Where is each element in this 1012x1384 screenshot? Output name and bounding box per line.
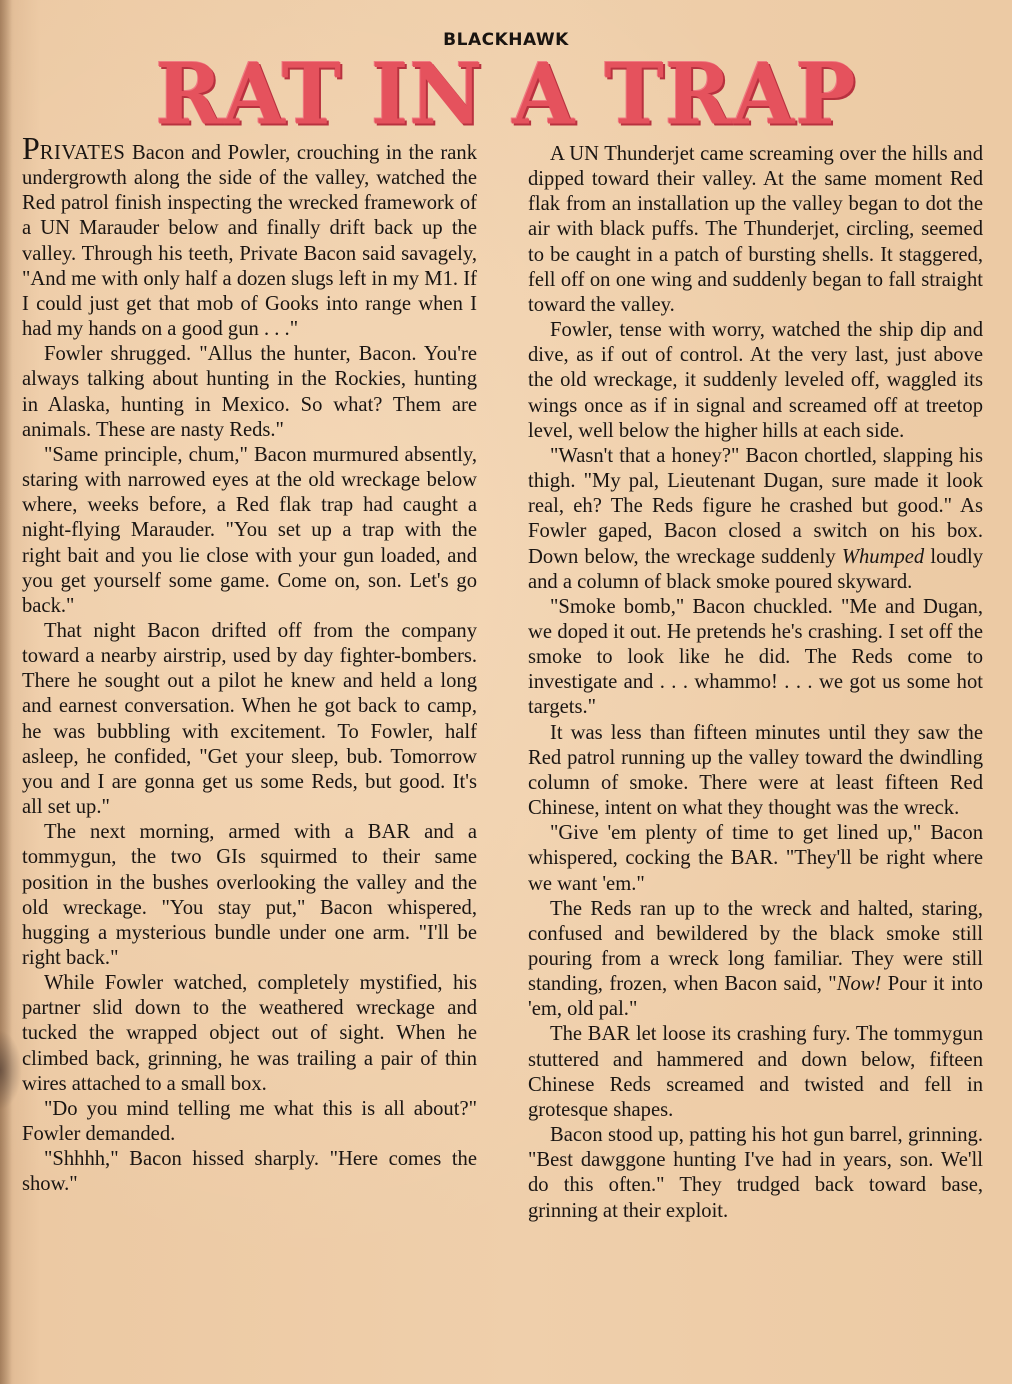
paragraph: "Give 'em plenty of time to get lined up," Bacon whispered, cocking the BAR. "They'll be right where we want 'em." — [528, 822, 983, 895]
paragraph-text-after: loudly and a column of black smoke poured skyward. — [528, 545, 984, 593]
left-column — [22, 130, 477, 1198]
paragraph: "Do you mind telling me what this is all about?" Fowler demanded. — [22, 1097, 477, 1146]
paragraph: The next morning, armed with a BAR and a tommygun, the two GIs squirmed to their same position in the bushes overlooking the valley and the old wreckage. "You stay put," Bacon whispered, hugging a mysterious bundle under one arm. "I'll be right back." — [22, 821, 477, 969]
emphasis-text: Whumped — [841, 545, 925, 568]
story-title: RAT IN A TRAP — [155, 44, 857, 144]
paragraph: "Shhhh," Bacon hissed sharply. "Here comes the show." — [22, 1148, 477, 1196]
paragraph: A UN Thunderjet came screaming over the hills and dipped toward their valley. At the same moment Red flak from an installation up the valley began to dot the air with black puffs. The Thunderjet, circling, seemed to be caught in a patch of bursting shells. It staggered, fell off on one wing and suddenly began to fall straight toward the valley. — [528, 143, 983, 316]
opening-word: RIVATES — [39, 142, 126, 164]
paragraph: "Same principle, chum," Bacon murmured absently, staring with narrowed eyes at the old wreckage below where, weeks before, a Red flak trap had caught a night-flying Marauder. "You set up a trap with the right bait and you lie close with your gun loaded, and you get yourself some game. Come on, son. Let's go back." — [22, 443, 477, 617]
right-column — [528, 142, 983, 1224]
paragraph: Fowler shrugged. "Allus the hunter, Bacon. You're always talking about hunting in the Rockies, hunting in Alaska, hunting in Mexico. So what? Them are animals. These are nasty Reds." — [22, 343, 477, 441]
paragraph — [528, 444, 983, 595]
paragraph: That night Bacon drifted off from the company toward a nearby airstrip, used by day fighter-bombers. There he sought out a pilot he knew and held a long and earnest conversation. When he got back to camp, he was bubbling with excitement. To Fowler, half asleep, he confided, "Get your sleep, bub. Tomorrow you and I are gonna get us some Reds, but good. It's all set up." — [22, 619, 477, 819]
paragraph — [22, 130, 477, 342]
paragraph — [528, 897, 983, 1023]
drop-cap: P — [22, 130, 40, 166]
paragraph: Bacon stood up, patting his hot gun barrel, grinning. "Best dawggone hunting I've had in years, son. We'll do this often." They trudged back toward base, grinning at their exploit. — [528, 1124, 983, 1222]
paragraph-text-after: Pour it into 'em, old pal." — [528, 973, 983, 1021]
paragraph-text: "Wasn't that a honey?" Bacon chortled, slapping his thigh. "My pal, Lieutenant Dugan, sure made it look real, eh? The Reds figure he crashed but good." As Fowler gaped, Bacon closed a switch on his box. Down below, the wreckage suddenly — [528, 444, 983, 568]
paragraph-text: Bacon and Powler, crouching in the rank undergrowth along the side of the valley, watched the Red patrol finish inspecting the wrecked framework of a UN Marauder below and finally drift back up the valley. Through his teeth, Private Bacon said savagely, "And me with only half a dozen slugs left in my M1. If I could just get that mob of Gooks into range when I had my hands on a good gun . . ." — [22, 142, 477, 341]
paragraph: While Fowler watched, completely mystified, his partner slid down to the weathered wreckage and tucked the wrapped object out of sight. When he climbed back, grinning, he was trailing a pair of thin wires attached to a small box. — [22, 972, 477, 1095]
emphasis-text: Now! — [836, 973, 882, 996]
paragraph: It was less than fifteen minutes until they saw the Red patrol running up the valley toward the dwindling column of smoke. There were at least fifteen Red Chinese, intent on what they thought was the wreck. — [528, 721, 983, 820]
paragraph: Fowler, tense with worry, watched the ship dip and dive, as if out of control. At the very last, just above the old wreckage, it suddenly leveled off, waggled its wings once as if in signal and screamed off at treetop level, well below the higher hills at each side. — [528, 319, 983, 442]
binding-shadow — [0, 0, 12, 1384]
page-stain — [0, 1030, 22, 1110]
series-masthead: BLACKHAWK — [443, 30, 569, 50]
paragraph: The BAR let loose its crashing fury. The tommygun stuttered and hammered and down below, fifteen Chinese Reds screamed and twisted and fell in grotesque shapes. — [528, 1023, 983, 1121]
paragraph-text: The Reds ran up to the wreck and halted, staring, confused and bewildered by the black smoke still pouring from a wreck long familiar. They were still standing, frozen, when Bacon said, " — [528, 897, 983, 996]
paragraph: "Smoke bomb," Bacon chuckled. "Me and Dugan, we doped it out. He pretends he's crashing. I set off the smoke to look like he did. The Reds come to investigate and . . . whammo! . . . we got us some hot targets." — [528, 595, 983, 719]
